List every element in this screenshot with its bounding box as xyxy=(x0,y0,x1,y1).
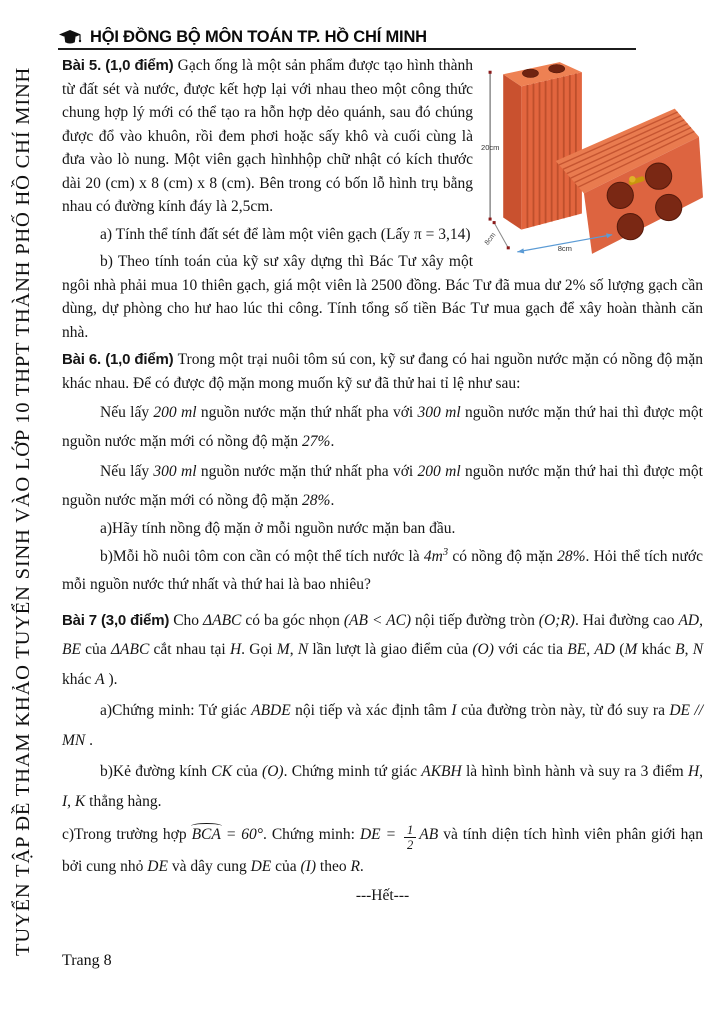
problem-label: Bài 5. (1,0 điểm) xyxy=(62,57,178,74)
header-divider xyxy=(58,48,636,50)
text-segment: N xyxy=(692,641,704,658)
text-segment: N xyxy=(297,641,309,658)
text-segment: a)Hãy tính nồng độ mặn ở mỗi nguồn nước mặn ban đầu. xyxy=(100,520,456,537)
text-segment: . Chứng minh: xyxy=(262,826,360,843)
paragraph xyxy=(62,820,703,882)
text-segment: có ba góc nhọn xyxy=(241,611,344,629)
text-segment: . xyxy=(359,858,364,876)
text-segment: 200 ml xyxy=(417,463,461,480)
text-segment: A xyxy=(95,670,105,688)
paragraph xyxy=(62,543,703,600)
text-segment: . Hai đường cao xyxy=(574,611,679,629)
text-segment: (O;R) xyxy=(538,611,575,629)
text-segment: ΔABC xyxy=(203,611,242,629)
text-segment: theo xyxy=(316,858,351,876)
graduation-cap-icon xyxy=(58,29,82,46)
text-segment: H xyxy=(229,641,242,658)
text-segment: b)Mỗi hồ nuôi tôm con cần có một thể tích nước là xyxy=(100,547,424,565)
text-segment: (O) xyxy=(472,641,494,658)
text-segment: Nếu lấy xyxy=(100,404,154,421)
text-segment: AD xyxy=(678,611,700,629)
text-segment: Trong một trại nuôi tôm sú con, kỹ sư đang có hai nguồn nước mặn có nồng độ mặn khác nhau. Để có được độ mặn mong muốn kỹ sư đã thử hai tỉ lệ như sau: xyxy=(62,351,703,392)
paragraph xyxy=(62,606,703,695)
text-segment: là hình bình hành và suy ra 3 điểm xyxy=(461,763,688,780)
width-dimension-label: 8cm xyxy=(557,243,572,253)
text-segment: B xyxy=(675,641,685,658)
paragraph xyxy=(62,458,703,515)
text-segment: nguồn nước mặn thứ nhất pha với xyxy=(196,463,418,480)
text-segment: H xyxy=(687,763,700,780)
text-segment: 28% xyxy=(302,491,331,509)
page-title: HỘI ĐỒNG BỘ MÔN TOÁN TP. HỒ CHÍ MINH xyxy=(90,27,427,46)
paragraph xyxy=(62,348,703,395)
text-segment: DE // MN xyxy=(62,702,703,749)
text-segment: . Hỏi thể tích nước mỗi nguồn nước thứ nhất và thứ hai là bao nhiêu? xyxy=(62,547,703,593)
text-segment: . xyxy=(330,491,335,509)
problem-label: Bài 7 (3,0 điểm) xyxy=(62,611,174,629)
paragraph xyxy=(62,399,703,456)
problem-label: Bài 6. (1,0 điểm) xyxy=(62,351,178,368)
text-segment: , xyxy=(289,641,298,658)
text-segment: nội tiếp đường tròn xyxy=(411,611,539,629)
text-segment: nguồn nước mặn thứ nhất pha với xyxy=(196,404,418,421)
text-segment: . Gọi xyxy=(241,641,277,658)
text-segment: I xyxy=(62,792,68,810)
text-segment: DE xyxy=(147,858,168,876)
text-segment: 28% xyxy=(557,547,586,565)
text-segment: , xyxy=(699,611,703,629)
text-segment: CK xyxy=(211,763,232,780)
text-segment: khác xyxy=(62,670,96,688)
text-segment: (I) xyxy=(300,858,317,876)
standing-brick xyxy=(503,62,582,230)
text-segment: ABDE xyxy=(251,702,291,719)
text-segment: và tính diện tích hình viên phân giới hạn bởi cung nhỏ xyxy=(62,826,703,876)
text-segment: , xyxy=(586,641,595,658)
text-segment: , xyxy=(67,792,75,810)
text-segment: AB xyxy=(419,826,439,843)
page-header xyxy=(58,27,708,50)
text-segment: AKBH xyxy=(421,763,462,780)
text-segment: thẳng hàng. xyxy=(85,792,162,810)
fraction-numerator: 1 xyxy=(404,823,416,838)
text-segment: a) Tính thể tính đất sét để làm một viên gạch (Lấy π = 3,14) xyxy=(100,225,471,243)
paragraph xyxy=(62,884,703,908)
text-segment: (AB < AC) xyxy=(343,611,412,629)
text-segment: BE xyxy=(62,641,81,658)
text-segment: của xyxy=(271,858,301,876)
text-segment: cắt nhau tại xyxy=(149,641,230,658)
text-segment: R xyxy=(350,858,360,876)
fraction xyxy=(404,823,416,853)
text-segment: = 60° xyxy=(220,826,263,843)
text-segment: b) Theo tính toán của kỹ sư xây dựng thì Bác Tư xây một ngôi nhà phải mua 10 thiên gạch, giá một viên là 2500 đồng. Bác Tư đã mua dư 2% số lượng gạch cần dùng, dự phòng cho hư hao lúc thi công. Tính tổng số tiền Bác Tư mua gạch để xây hoàn thành căn nhà. xyxy=(62,253,703,341)
text-segment: DE = xyxy=(359,826,402,843)
text-segment: c)Trong trường hợp xyxy=(62,826,192,843)
text-segment: . Chứng minh tứ giác xyxy=(283,763,422,780)
text-segment: nguồn nước mặn thứ hai thì được một nguồn nước mặn mới có nồng độ mặn xyxy=(62,404,703,450)
fraction-denominator: 2 xyxy=(407,838,414,852)
text-segment: có nồng độ mặn xyxy=(448,547,558,565)
paragraph xyxy=(62,517,703,541)
text-segment: 300 ml xyxy=(417,404,461,421)
text-segment: của xyxy=(80,641,111,658)
text-segment: với các tia xyxy=(493,641,568,658)
text-segment: DE xyxy=(250,858,272,876)
text-segment: 27% xyxy=(302,432,331,450)
text-segment: ( xyxy=(615,641,625,658)
height-dimension-label: 20cm xyxy=(481,142,500,152)
text-segment: BCA xyxy=(191,826,221,843)
text-segment: và dây cung xyxy=(167,858,251,876)
sidebar-vertical-title: TUYỂN TẬP ĐỀ THAM KHẢO TUYỂN SINH VÀO LỚP 10 THPT THÀNH PHỐ HỒ CHÍ MINH xyxy=(12,66,34,956)
text-segment: . xyxy=(85,731,93,749)
text-segment: M xyxy=(624,641,638,658)
text-segment: khác xyxy=(637,641,676,658)
text-segment: 3 xyxy=(442,546,449,558)
text-segment: AD xyxy=(594,641,616,658)
text-segment: ΔABC xyxy=(110,641,150,658)
text-segment: lần lượt là giao điểm của xyxy=(308,641,473,658)
text-segment: , xyxy=(684,641,693,658)
text-segment: , xyxy=(699,763,704,780)
text-segment: 300 ml xyxy=(153,463,197,480)
document-content xyxy=(62,54,703,907)
text-segment: K xyxy=(74,792,86,810)
text-segment: của đường tròn này, từ đó suy ra xyxy=(456,702,670,719)
paragraph xyxy=(62,250,703,344)
text-segment: 4m xyxy=(423,547,443,565)
text-segment: M xyxy=(276,641,290,658)
text-segment: Gạch ống là một sản phẩm được tạo hình thành từ đất sét và nước, được kết hợp lại với nhau theo một công thức chung hợp lý mới có thể tạo ra hỗn hợp dẻo quánh, sau đó chúng được đổ vào khuôn, rồi đem phơi hoặc sấy khô và cuối cùng là đưa vào lò nung. Một viên gạch hìnhhộp chữ nhật có kích thước dài 20 (cm) x 8 (cm) x 8 (cm). Bên trong có bốn lỗ hình trụ bằng nhau có đường kính đáy là 2,5cm. xyxy=(62,57,473,215)
text-segment: 200 ml xyxy=(153,404,197,421)
text-segment: Cho xyxy=(173,611,204,629)
text-segment: nội tiếp và xác định tâm xyxy=(290,702,452,719)
brick-figure xyxy=(481,56,703,256)
text-segment: b)Kẻ đường kính xyxy=(100,763,212,780)
text-segment: ---Hết--- xyxy=(355,886,410,904)
paragraph xyxy=(62,757,703,816)
text-segment: BE xyxy=(567,641,587,658)
text-segment: của xyxy=(231,763,263,780)
text-segment: nguồn nước mặn thứ hai thì được một nguồn nước mặn mới có nồng độ mặn xyxy=(62,463,703,509)
text-segment: a)Chứng minh: Tứ giác xyxy=(100,702,252,719)
page-number: Trang 8 xyxy=(62,952,112,969)
depth-dimension-label: 8cm xyxy=(483,231,498,247)
text-segment: . xyxy=(330,432,335,450)
text-segment: (O) xyxy=(262,763,284,780)
text-segment: ). xyxy=(104,670,118,688)
text-segment: Nếu lấy xyxy=(100,463,154,480)
paragraph xyxy=(62,696,703,755)
text-segment: I xyxy=(451,702,457,719)
